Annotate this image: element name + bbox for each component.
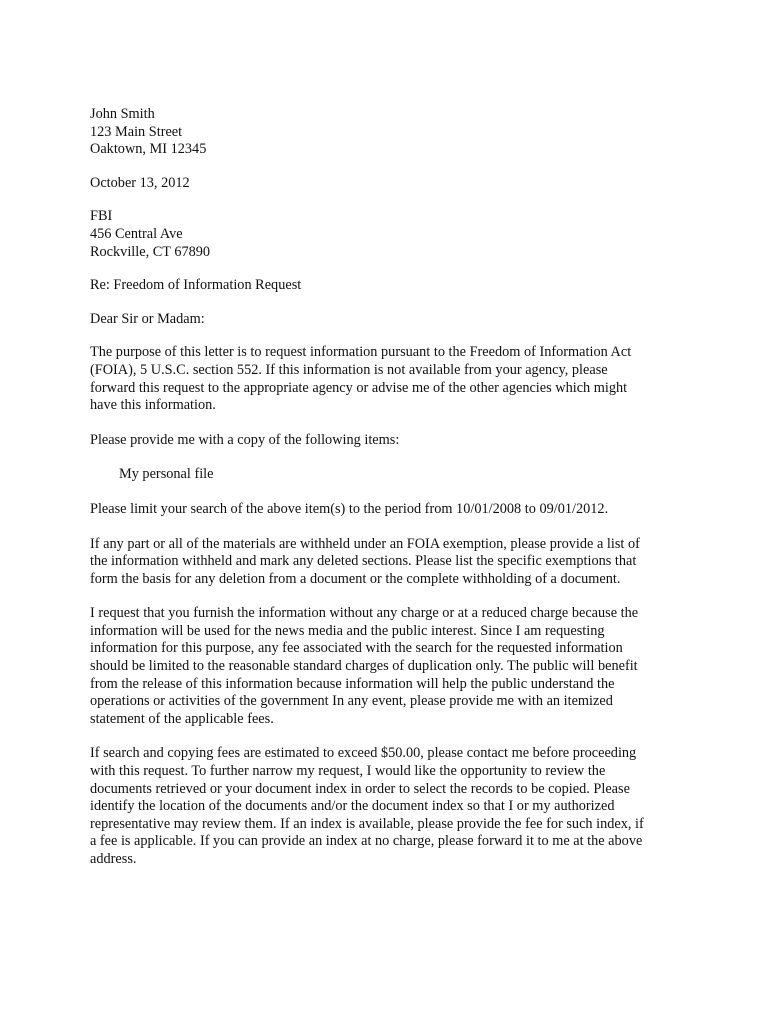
paragraph-withheld [90,536,702,589]
subject-line [90,277,698,295]
recipient-name: FBI [90,208,113,225]
requested-item-text: My personal file [119,466,214,483]
paragraph-line: with this request. To further narrow my request, I would like the opportunity to review the [90,763,606,780]
paragraph-line: representative may review them. If an index is available, please provide the fee for such index, if [90,815,644,832]
sender-city-state-zip: Oaktown, MI 12345 [90,141,207,158]
paragraph-line: I request that you furnish the information without any charge or at a reduced charge because the [90,605,639,622]
salutation-text: Dear Sir or Madam: [90,310,205,327]
paragraph-line: information for this purpose, any fee associated with the search for the requested information [90,640,623,657]
paragraph-line: identify the location of the documents and/or the document index so that I or my authorized [90,798,615,815]
requested-item [90,466,731,484]
paragraph-purpose [90,344,702,414]
paragraph-line: documents retrieved or your document index in order to select the records to be copied. Please [90,780,630,797]
paragraph-line: information will be used for the news media and the public interest. Since I am requesting [90,622,605,639]
sender-street: 123 Main Street [90,123,183,140]
letter-date [90,175,698,193]
recipient-city-state-zip: Rockville, CT 67890 [90,243,211,260]
paragraph-line: statement of the applicable fees. [90,710,274,727]
paragraph-items-intro [90,432,702,450]
paragraph-line: (FOIA), 5 U.S.C. section 552. If this information is not available from your agency, please [90,361,608,378]
recipient-address [90,208,698,261]
paragraph-line: from the release of this information because information will help the public understand the [90,675,615,692]
subject-text: Re: Freedom of Information Request [90,277,302,294]
paragraph-fee-waiver [90,605,702,728]
paragraph-line: The purpose of this letter is to request information pursuant to the Freedom of Information Act [90,344,632,361]
sender-name: John Smith [90,106,155,122]
paragraph-line: address. [90,851,137,867]
paragraph-line: should be limited to the reasonable standard charges of duplication only. The public will benefit [90,658,638,675]
paragraph-line: the information withheld and mark any deleted sections. Please list the specific exemptions that [90,553,637,570]
paragraph-line: Please limit your search of the above item(s) to the period from 10/01/2008 to 09/01/2012. [90,500,609,517]
salutation [90,311,698,329]
paragraph-line: If search and copying fees are estimated to exceed $50.00, please contact me before proceeding [90,745,637,762]
recipient-street: 456 Central Ave [90,225,183,242]
paragraph-limit [90,501,702,519]
sender-address [90,106,698,159]
paragraph-line: have this information. [90,397,216,414]
paragraph-line: operations or activities of the government In any event, please provide me with an itemized [90,693,613,710]
date-text: October 13, 2012 [90,174,190,191]
paragraph-line: If any part or all of the materials are withheld under an FOIA exemption, please provide a list of [90,535,640,552]
paragraph-line: form the basis for any deletion from a document or the complete withholding of a document. [90,570,621,587]
paragraph-line: a fee is applicable. If you can provide an index at no charge, please forward it to me at the above [90,833,643,850]
paragraph-line: forward this request to the appropriate agency or advise me of the other agencies which might [90,379,628,396]
paragraph-line: Please provide me with a copy of the following items: [90,431,400,448]
paragraph-fees [90,745,702,868]
